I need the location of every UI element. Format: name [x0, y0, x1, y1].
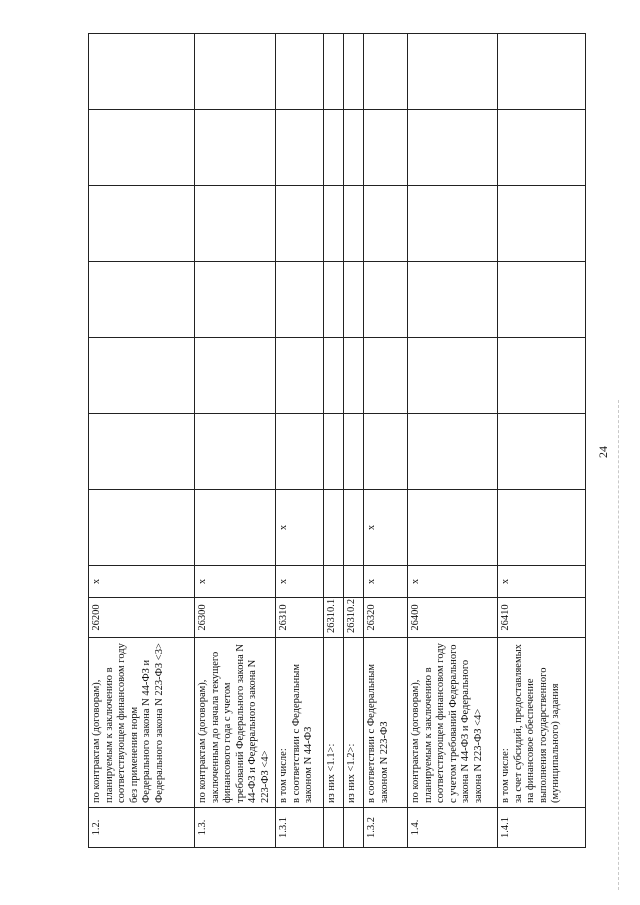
value-cell	[364, 34, 408, 110]
value-cell	[344, 110, 364, 186]
value-cell	[89, 262, 195, 338]
value-cell	[408, 34, 498, 110]
value-cell	[408, 186, 498, 262]
value-cell: х	[408, 566, 498, 598]
value-cell	[498, 262, 586, 338]
value-cell	[276, 34, 324, 110]
value-cell	[408, 110, 498, 186]
value-cell	[344, 490, 364, 566]
value-cell	[344, 414, 364, 490]
value-cell	[498, 110, 586, 186]
table-row	[498, 34, 586, 848]
value-cell: х	[364, 490, 408, 566]
value-cell	[408, 338, 498, 414]
financial-table	[88, 33, 586, 848]
value-cell: х	[89, 566, 195, 598]
value-cell	[89, 186, 195, 262]
table-row	[408, 34, 498, 848]
row-name-text: из них <1.1>:	[326, 743, 337, 803]
value-cell	[498, 414, 586, 490]
table-row	[195, 34, 276, 848]
value-cell	[364, 338, 408, 414]
value-cell: х	[364, 566, 408, 598]
value-cell	[344, 34, 364, 110]
value-cell	[195, 490, 276, 566]
table-row	[344, 34, 364, 848]
value-cell	[344, 338, 364, 414]
row-code-cell: 26200	[89, 598, 195, 638]
row-name-cell	[498, 638, 586, 808]
value-cell	[324, 414, 344, 490]
value-cell	[195, 262, 276, 338]
value-cell	[324, 262, 344, 338]
value-cell	[276, 262, 324, 338]
row-code-cell: 26300	[195, 598, 276, 638]
value-cell	[89, 34, 195, 110]
row-code-cell: 26310	[276, 598, 324, 638]
value-cell	[324, 110, 344, 186]
page-number: 24	[596, 446, 610, 458]
row-name-text: в том числе: за счет субсидий, предоставляемых на финансовое обеспечение выполнения государственного (муниципального) задания	[500, 644, 561, 803]
row-code-cell: 26410	[498, 598, 586, 638]
value-cell	[195, 414, 276, 490]
row-number-cell: 1.4.1	[498, 808, 586, 848]
row-name-text: в том числе: в соответствии с Федеральным законом N 44-ФЗ	[278, 664, 314, 803]
row-number-cell	[344, 808, 364, 848]
row-name-cell	[364, 638, 408, 808]
value-cell	[89, 414, 195, 490]
table-row	[364, 34, 408, 848]
value-cell	[364, 110, 408, 186]
row-name-cell	[195, 638, 276, 808]
table-row	[89, 34, 195, 848]
value-cell	[195, 34, 276, 110]
value-cell	[89, 110, 195, 186]
value-cell	[324, 566, 344, 598]
row-code-cell: 26310.2	[344, 598, 364, 638]
value-cell: х	[276, 566, 324, 598]
row-name-cell	[324, 638, 344, 808]
value-cell: х	[276, 490, 324, 566]
row-name-cell	[89, 638, 195, 808]
value-cell	[364, 414, 408, 490]
value-cell	[498, 34, 586, 110]
row-code-cell: 26310.1	[324, 598, 344, 638]
table-row	[276, 34, 324, 848]
value-cell	[89, 490, 195, 566]
value-cell	[344, 186, 364, 262]
row-name-text: из них <1.2>:	[346, 743, 357, 803]
value-cell	[498, 186, 586, 262]
value-cell	[344, 566, 364, 598]
page-margin-line	[618, 400, 619, 890]
row-number-cell	[324, 808, 344, 848]
row-code-cell: 26320	[364, 598, 408, 638]
row-number-cell: 1.3.	[195, 808, 276, 848]
value-cell: х	[195, 566, 276, 598]
row-name-text: по контрактам (договорам), заключенным до начала текущего финансового года с учетом требований Федерального закона N 44-ФЗ и Федерального закона N 223-ФЗ <4>	[197, 644, 271, 803]
value-cell	[276, 338, 324, 414]
value-cell	[324, 186, 344, 262]
row-number-cell: 1.3.2	[364, 808, 408, 848]
row-name-cell	[276, 638, 324, 808]
row-number-cell: 1.4.	[408, 808, 498, 848]
value-cell: х	[498, 566, 586, 598]
value-cell	[276, 110, 324, 186]
rotated-table-container	[88, 34, 584, 848]
row-code-cell: 26400	[408, 598, 498, 638]
row-name-text: в соответствии с Федеральным законом N 223-ФЗ	[366, 664, 390, 803]
value-cell	[408, 490, 498, 566]
row-name-text: по контрактам (договорам), планируемым к заключению в соответствующем финансовом году с учетом требований Федерального закона N 44-ФЗ и Федерального закона N 223-ФЗ <4>	[410, 643, 484, 803]
value-cell	[195, 338, 276, 414]
value-cell	[195, 110, 276, 186]
row-name-cell	[408, 638, 498, 808]
value-cell	[364, 262, 408, 338]
value-cell	[89, 338, 195, 414]
value-cell	[498, 338, 586, 414]
value-cell	[344, 262, 364, 338]
value-cell	[408, 414, 498, 490]
row-number-cell: 1.2.	[89, 808, 195, 848]
value-cell	[324, 490, 344, 566]
row-name-text: по контрактам (договорам), планируемым к заключению в соответствующем финансовом году без применения норм Федерального закона N 44-ФЗ и Федерального закона N 223-ФЗ <3>	[91, 643, 165, 803]
table-row	[324, 34, 344, 848]
value-cell	[324, 338, 344, 414]
value-cell	[324, 34, 344, 110]
value-cell	[498, 490, 586, 566]
value-cell	[408, 262, 498, 338]
value-cell	[195, 186, 276, 262]
row-number-cell: 1.3.1	[276, 808, 324, 848]
value-cell	[364, 186, 408, 262]
row-name-cell	[344, 638, 364, 808]
value-cell	[276, 414, 324, 490]
value-cell	[276, 186, 324, 262]
